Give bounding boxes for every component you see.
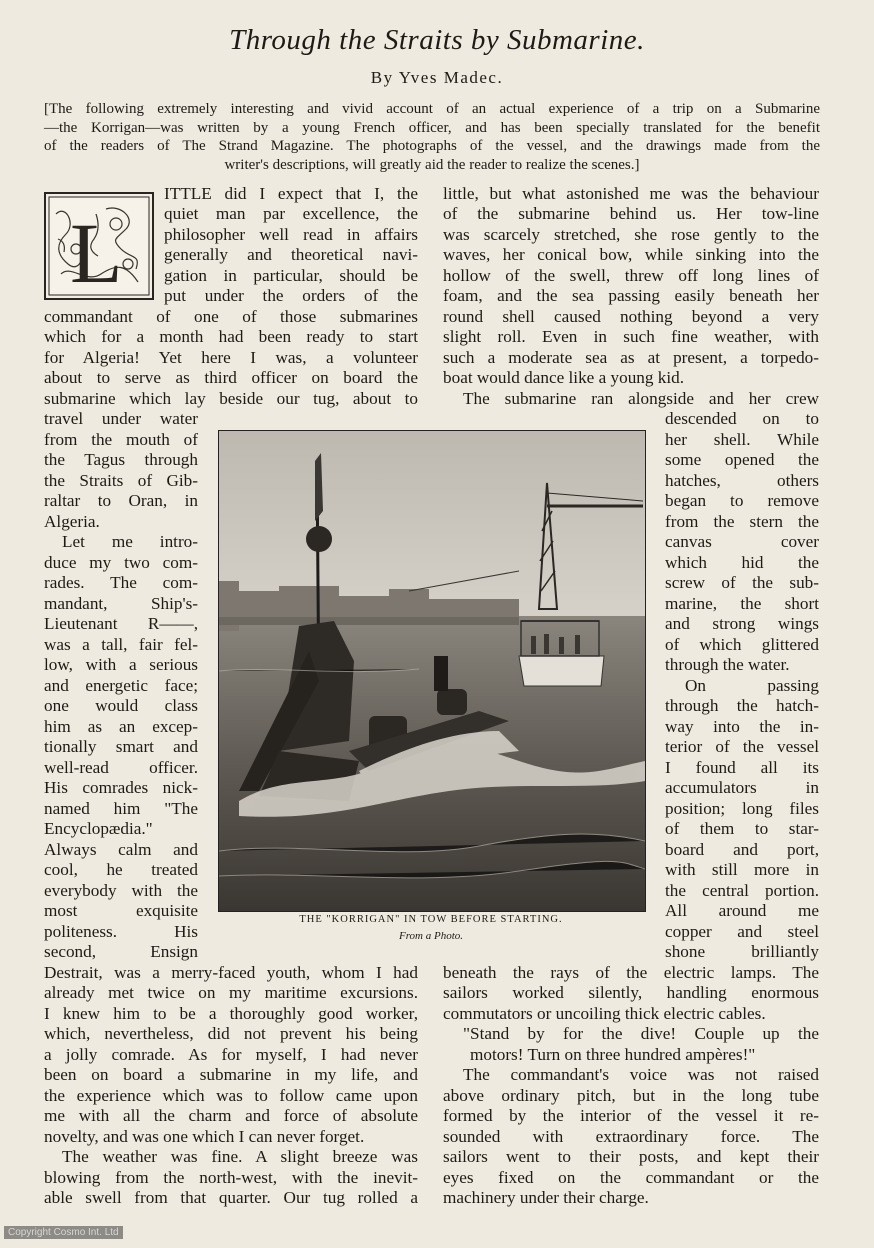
text-line: cool, he treated: [44, 860, 198, 879]
text-line: way into the in-: [665, 717, 819, 736]
text-line: Lieutenant R——,: [44, 614, 198, 633]
copyright-watermark: Copyright Cosmo Int. Ltd: [4, 1226, 123, 1239]
text-line: submarine which lay beside our tug, about to: [44, 389, 418, 408]
text-line: the central portion.: [665, 881, 819, 900]
text-line: which hid the: [665, 553, 819, 572]
decorated-dropcap: [44, 192, 154, 300]
text-line: from the stern the: [665, 512, 819, 531]
text-line: about to serve as third officer on board the: [44, 368, 418, 387]
figure-caption: THE "KORRIGAN" IN TOW BEFORE STARTING.: [299, 914, 563, 925]
text-line: sounded with extraordinary force. The: [443, 1127, 819, 1146]
intro-line: —the Korrigan—was written by a young French officer, and has been specially translated for the benefit: [44, 119, 820, 136]
text-line: everybody with the: [44, 881, 198, 900]
text-line: accumulators in: [665, 778, 819, 797]
text-line: for Algeria! Yet here I was, a volunteer: [44, 348, 418, 367]
text-line: some opened the: [665, 450, 819, 469]
intro-paragraph: [44, 100, 820, 174]
text-line: Encyclopædia.": [44, 819, 153, 838]
text-line: philosopher well read in affairs: [164, 225, 418, 244]
text-line: little, but what astonished me was the behaviour: [443, 184, 819, 203]
text-line: beneath the rays of the electric lamps. The: [443, 963, 819, 982]
text-line: which for a month had been ready to start: [44, 327, 418, 346]
text-line: On passing: [685, 676, 819, 695]
text-line: from the mouth of: [44, 430, 198, 449]
text-line: a jolly comrade. As for myself, I had never: [44, 1045, 418, 1064]
text-line: slight roll. Even in such fine weather, with: [443, 327, 819, 346]
text-line: The commandant's voice was not raised: [463, 1065, 819, 1084]
text-line: board and port,: [665, 840, 819, 859]
text-line: All around me: [665, 901, 819, 920]
text-line: machinery under their charge.: [443, 1188, 649, 1207]
text-line: position; long files: [665, 799, 819, 818]
intro-line: of the readers of The Strand Magazine. The photographs of the vessel, and the drawings made from the: [44, 138, 820, 154]
text-line: The submarine ran alongside and her crew: [463, 389, 819, 408]
text-line: her shell. While: [665, 430, 819, 449]
text-line: politeness. His: [44, 922, 198, 941]
submarine-in-tow-illustration: [219, 431, 645, 911]
text-line: tionally smart and: [44, 737, 198, 756]
text-line: through the water.: [665, 655, 790, 674]
text-line: travel under water: [44, 409, 198, 428]
text-line: gation in particular, should be: [164, 266, 418, 285]
text-line: eyes fixed on the commandant or the: [443, 1168, 819, 1187]
text-line: I found all its: [665, 758, 819, 777]
text-line: raltar to Oran, in: [44, 491, 198, 510]
text-line: named him "The: [44, 799, 198, 818]
text-line: the Straits of Gib-: [44, 471, 198, 490]
text-line: canvas cover: [665, 532, 819, 551]
text-line: put under the orders of the: [164, 286, 418, 305]
text-line: I knew him to be a thoroughly good worker,: [44, 1004, 418, 1023]
dropcap-ornament-icon: [46, 194, 152, 298]
figure-credit: From a Photo.: [398, 930, 464, 942]
text-line: of them to star-: [665, 819, 819, 838]
text-line: hollow of the swell, threw off long lines of: [443, 266, 819, 285]
text-line: such a moderate sea as at present, a torpedo-: [443, 348, 819, 367]
article-byline: By Yves Madec.: [370, 68, 504, 87]
text-line: of the submarine behind us. Her tow-line: [443, 204, 819, 223]
text-line: mandant, Ship's-: [44, 594, 198, 613]
text-line: low, with a serious: [44, 655, 198, 674]
text-line: duce my two com-: [44, 553, 198, 572]
text-line: sailors worked silently, handling enormous: [443, 983, 819, 1002]
text-line: marine, the short: [665, 594, 819, 613]
text-line: and strong wings: [665, 614, 819, 633]
text-line: His comrades nick-: [44, 778, 198, 797]
text-line: boat would dance like a young kid.: [443, 368, 685, 387]
submarine-photo: [218, 430, 646, 912]
text-line: was a tall, fair fel-: [44, 635, 198, 654]
text-line: "Stand by for the dive! Couple up the: [463, 1024, 819, 1043]
text-line: with still more in: [665, 860, 819, 879]
text-line: hatches, others: [665, 471, 819, 490]
text-line: Destrait, was a merry-faced youth, whom I had: [44, 963, 418, 982]
text-line: round shell caused nothing beyond a very: [443, 307, 819, 326]
dropcap-letter: L: [70, 205, 123, 298]
intro-line: [The following extremely interesting and vivid account of an actual experience of a trip on a Submarine: [44, 101, 820, 117]
text-line: him as an excep-: [44, 717, 198, 736]
text-line: second, Ensign: [44, 942, 198, 961]
text-line: Algeria.: [44, 512, 100, 531]
text-line: was scarcely stretched, she rose gently to the: [443, 225, 819, 244]
text-line: generally and theoretical navi-: [164, 245, 418, 264]
text-line: through the hatch-: [665, 696, 819, 715]
text-line: screw of the sub-: [665, 573, 819, 592]
text-line: the experience which was to follow came upon: [44, 1086, 418, 1105]
text-line: waves, her conical bow, while sinking into the: [443, 245, 819, 264]
text-line: Always calm and: [44, 840, 198, 859]
text-line: and energetic face;: [44, 676, 198, 695]
text-line: The weather was fine. A slight breeze was: [62, 1147, 418, 1166]
text-line: blowing from the north-west, with the inevit-: [44, 1168, 418, 1187]
text-line: rades. The com-: [44, 573, 198, 592]
text-line: novelty, and was one which I can never forget.: [44, 1127, 365, 1146]
text-line: commutators or uncoiling thick electric cables.: [443, 1004, 766, 1023]
text-line: been on board a submarine in my life, and: [44, 1065, 418, 1084]
text-line: one would class: [44, 696, 198, 715]
text-line: well-read officer.: [44, 758, 198, 777]
text-line: of which glittered: [665, 635, 819, 654]
text-line: able swell from that quarter. Our tug rolled a: [44, 1188, 418, 1207]
text-line: sailors went to their posts, and kept their: [443, 1147, 819, 1166]
text-line: terior of the vessel: [665, 737, 819, 756]
text-line: which, nevertheless, did not prevent his being: [44, 1024, 418, 1043]
text-line: commandant of one of those submarines: [44, 307, 418, 326]
text-line: began to remove: [665, 491, 819, 510]
text-line: above ordinary pitch, but in the long tube: [443, 1086, 819, 1105]
text-line: foam, and the sea passing easily beneath her: [443, 286, 819, 305]
text-line: the Tagus through: [44, 450, 198, 469]
text-line: Let me intro-: [62, 532, 198, 551]
text-line: already met twice on my maritime excursions.: [44, 983, 418, 1002]
intro-line: writer's descriptions, will greatly aid the reader to realize the scenes.]: [224, 156, 640, 173]
text-line: motors! Turn on three hundred ampères!": [470, 1045, 756, 1064]
text-line: quiet man par excellence, the: [164, 204, 418, 223]
text-line: ITTLE did I expect that I, the: [164, 184, 418, 203]
text-line: descended on to: [665, 409, 819, 428]
article-title: Through the Straits by Submarine.: [229, 24, 645, 56]
text-line: most exquisite: [44, 901, 198, 920]
text-line: shone brilliantly: [665, 942, 819, 961]
text-line: formed by the interior of the vessel it re-: [443, 1106, 819, 1125]
text-line: copper and steel: [665, 922, 819, 941]
text-line: me with all the charm and force of absolute: [44, 1106, 418, 1125]
